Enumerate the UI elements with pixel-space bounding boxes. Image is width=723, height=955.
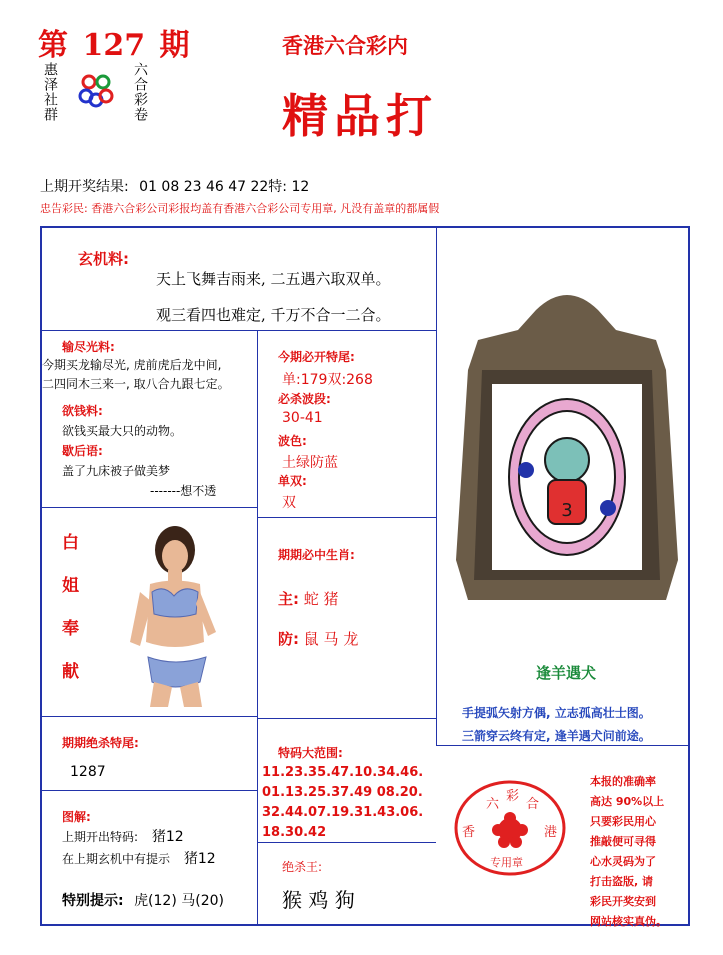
xuanji-line2: 观三看四也难定, 千万不合一二合。 [156, 306, 391, 324]
issue-suffix: 期 [159, 28, 190, 63]
last-result-label: 上期开奖结果: [40, 179, 129, 195]
ornate-frame-image [446, 280, 688, 620]
jueshate-label: 期期绝杀特尾: [62, 736, 139, 750]
issue-label [38, 20, 190, 64]
issue-prefix: 第 [38, 28, 68, 63]
kill-band-label: 必杀波段: [278, 392, 331, 406]
top-title: 香港六合彩内 [282, 34, 408, 58]
color-value: 土绿防蓝 [282, 455, 338, 471]
girl-photo [120, 522, 220, 707]
stamp-char-2: 彩 [506, 789, 520, 804]
special-tip: 特别提示: 虎(12) 马(20) [62, 893, 224, 909]
tujie-label: 图解: [62, 810, 91, 824]
stamp-char-3: 合 [526, 797, 540, 812]
issue-number: 127 [82, 28, 146, 63]
logo-rings-icon [78, 72, 114, 108]
stamp-char-4: 香 [462, 825, 476, 840]
tujie-line1: 上期开出特码: 猪12 [62, 829, 184, 845]
jueshate-value: 1287 [70, 764, 106, 780]
xiehouyu-answer: -------想不透 [150, 484, 217, 498]
bite-label: 今期必开特尾: [278, 350, 355, 364]
cartoon-number: 3 [561, 500, 573, 521]
shengxiao-main: 主: 蛇 猪 [278, 590, 339, 608]
main-title: 精品打 [282, 89, 438, 143]
jueshawang-label: 绝杀王: [282, 860, 323, 874]
xiehouyu-label: 歇后语: [62, 444, 103, 458]
xuanji-label: 玄机料: [78, 250, 129, 268]
jueshawang-value: 猴 鸡 狗 [282, 888, 355, 912]
official-stamp [452, 778, 568, 878]
last-result-numbers: 01 08 23 46 47 22特: 12 [139, 179, 310, 195]
shengxiao-label: 期期必中生肖: [278, 548, 355, 562]
xiehouyu-text: 盖了九床被子做美梦 [62, 464, 171, 478]
shujin-line2: 二四同木三来一, 取八合九跟七定。 [42, 377, 230, 391]
tema-line1: 11.23.35.47.10.34.46. [262, 765, 424, 780]
stamp-char-6: 专用章 [490, 856, 523, 869]
last-result [40, 176, 309, 196]
tema-line4: 18.30.42 [262, 825, 327, 840]
warning-text: 忠告彩民: 香港六合彩公司彩报均盖有香港六合彩公司专用章, 凡没有盖章的都属假 [40, 202, 440, 215]
kill-band: 30-41 [282, 410, 323, 426]
single-double-value: 双 [282, 495, 296, 511]
shujin-line1: 今期买龙输尽光, 虎前虎后龙中间, [42, 358, 222, 372]
yuqian-label: 欲钱料: [62, 404, 103, 418]
color-label: 波色: [278, 434, 307, 448]
stamp-char-1: 六 [486, 797, 500, 812]
xuanji-line1: 天上飞舞吉雨来, 二五遇六取双单。 [156, 270, 391, 288]
vertical-girl-text: 白姐奉献 [62, 533, 79, 682]
poem-line2: 三箭穿云终有定, 逢羊遇犬问前途。 [462, 729, 651, 743]
right-vertical-text: 六合彩卷 [132, 62, 148, 122]
left-vertical-text: 惠泽社群 [42, 62, 58, 122]
accuracy-text: 本报的准确率 高达 90%以上 只要彩民用心 推敲便可寻得 心水灵码为了 打击盗版, 请 彩民开奖安到 网站核实真伪。 [590, 775, 667, 928]
single-double-label: 单双: [278, 474, 307, 488]
tema-label: 特码大范围: [278, 746, 343, 760]
shengxiao-fang: 防: 鼠 马 龙 [278, 630, 359, 648]
bite-dan-shuang: 单:179双:268 [282, 372, 373, 388]
tema-line3: 32.44.07.19.31.43.06. [262, 805, 424, 820]
yuqian-text: 欲钱买最大只的动物。 [62, 424, 183, 438]
poem-line1: 手提弧矢射方偶, 立志孤高壮士图。 [462, 706, 651, 720]
tema-line2: 01.13.25.37.49 08.20. [262, 785, 423, 800]
frame-caption: 逢羊遇犬 [536, 664, 597, 682]
tujie-line2: 在上期玄机中有提示 猪12 [62, 851, 216, 867]
stamp-char-5: 港 [544, 825, 558, 840]
shujin-label: 输尽光料: [62, 340, 115, 354]
